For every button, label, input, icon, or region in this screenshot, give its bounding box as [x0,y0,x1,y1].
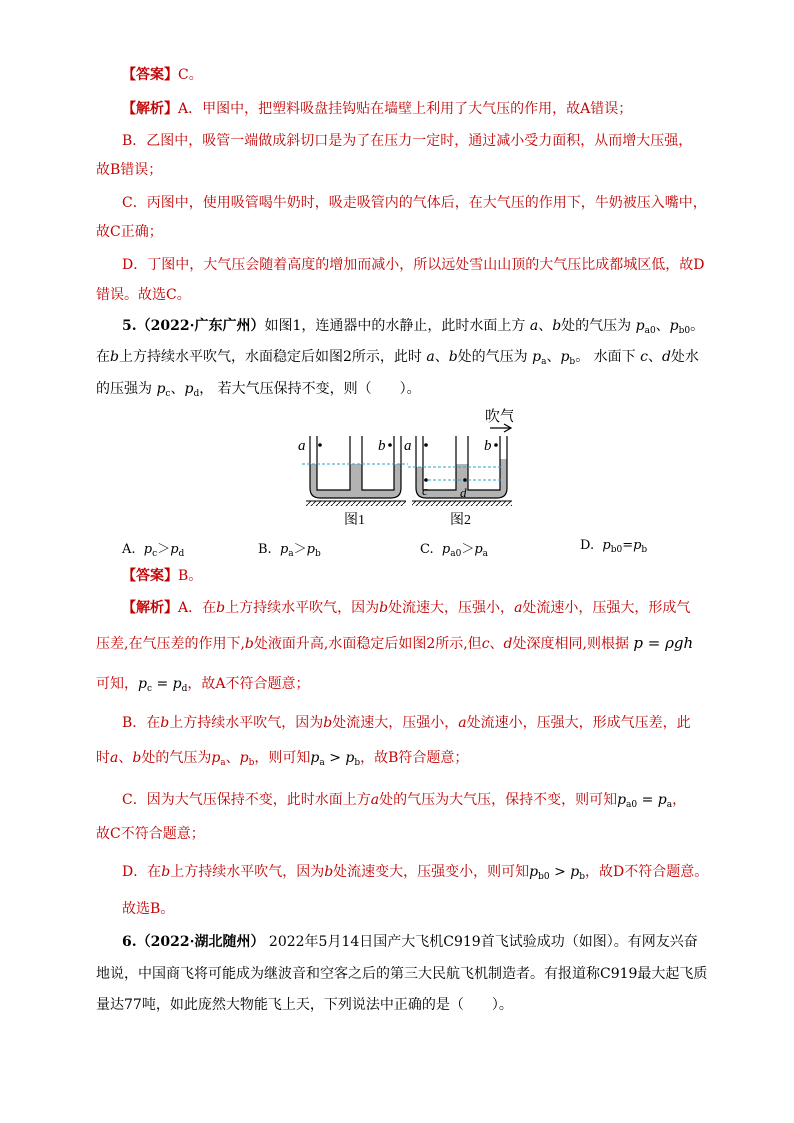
subscript: b [641,545,648,555]
var: b [161,864,171,880]
operator: ＞ [157,542,171,557]
option-letter: A. [122,542,136,557]
figure-2 [404,407,513,528]
answer-tag: 【答案】 [122,568,178,584]
analysis-text: 上方持续水平吹气，因为 [225,600,380,616]
analysis-text: C．因为大气压保持不变，此时水面上方 [122,792,371,808]
question-5-line [96,347,699,372]
var: p [310,750,320,766]
operator: = [637,792,658,808]
var: p [306,542,315,557]
var: a [110,750,119,766]
question-text: 在 [96,349,110,365]
analysis-text: ，故A不符合题意； [187,676,310,692]
question-text: ， [199,381,214,397]
var: p [617,792,627,808]
var: c [640,349,648,365]
subscript: b [248,758,255,768]
figure-label-a: a [404,438,412,454]
var: a [370,792,380,808]
question-source: （2022·湖北随州） [136,934,265,950]
subscript: c [165,389,171,399]
analysis-line: 故选B。 [122,901,175,917]
answer-value: C。 [178,67,203,83]
question-5-line [96,379,421,404]
var: a [458,715,467,731]
analysis-text: ，故B符合题意； [360,750,469,766]
answer-line [122,566,202,586]
analysis-tag: 【解析】 [122,101,178,117]
analysis-text: B．在 [122,715,161,731]
subscript: a0 [626,800,638,810]
question-text: 、 [170,381,185,397]
option-letter: D. [580,538,595,553]
analysis-text: ， [672,792,687,808]
analysis-text: 处的气压为 [141,750,212,766]
var: p [143,542,153,557]
question-number: 5. [122,318,137,334]
analysis-line: B．乙图中，吸管一端做成斜切口是为了在压力一定时，通过减小受力面积，从而增大压强， [122,133,693,149]
analysis-line [96,748,468,773]
option-d[interactable] [580,538,647,555]
subscript: a0 [450,549,462,559]
question-text: 、 [647,349,662,365]
var: d [503,636,513,652]
figure-svg [298,404,513,530]
figure-caption-2: 图2 [450,513,471,528]
figure-blow-label: 吹气 [485,407,513,425]
var: p [345,750,355,766]
option-a[interactable] [122,538,184,559]
subscript: a [220,758,226,768]
question-text: 处水 [670,349,699,365]
var: p [560,349,570,365]
var: p [669,318,679,334]
analysis-text: 处流速小，压强大，形成气压差，此 [466,715,691,731]
var: p [184,381,194,397]
question-5-line [122,316,704,341]
question-6-line [122,932,698,952]
analysis-text: D．在 [122,864,162,880]
question-text: 如图1，连通器中的水静止，此时水面上方 [264,318,526,334]
var: b [160,715,170,731]
figure-label-c: c [422,483,428,498]
option-b[interactable] [258,538,321,559]
var: p [172,676,182,692]
operator: = [622,538,634,553]
var: b [110,349,119,365]
analysis-text: 压差,在气压差的作用下, [96,636,245,652]
var: b [244,636,254,652]
answer-value: B。 [178,568,203,584]
formula: p = ρgh [633,634,694,652]
question-text: 处的气压为 [457,349,528,365]
question-source: （2022·广东广州） [136,318,265,334]
subscript: b [315,549,321,559]
var: a [514,600,523,616]
var: b [552,318,562,334]
question-6-line: 地说，中国商飞将可能成为继波音和空客之后的第三大民航飞机制造者。有报道称C919最大起飞质 [96,966,708,982]
analysis-text: 处深度相同,则根据 [512,636,629,652]
question-text: 、 [655,318,670,334]
subscript: d [178,549,185,559]
analysis-line [122,598,690,618]
analysis-text: 上方持续水平吹气，因为 [169,715,324,731]
figure-label-d: d [460,485,467,500]
subscript: b [354,758,361,768]
analysis-text: ，故D不符合题意。 [585,864,709,880]
question-text: 2022年5月14日国产大飞机C919首飞试验成功（如图）。有网友兴奋 [268,934,698,950]
question-text: 上方持续水平吹气，水面稳定后如图2所示，此时 [118,349,422,365]
question-text: 处的气压为 [561,318,632,334]
analysis-text: 、 [225,750,240,766]
analysis-line [122,99,632,119]
var: p [529,864,539,880]
var: a [426,349,435,365]
analysis-line [122,713,691,733]
figure-label-b: b [378,438,386,454]
operator: ＞ [461,542,475,557]
var: p [170,542,179,557]
var: p [138,676,147,692]
answer-tag: 【答案】 [122,67,178,83]
var: p [657,792,667,808]
var: b [379,600,389,616]
analysis-text: 可知， [96,676,138,692]
analysis-text: A．甲图中，把塑料吸盘挂钩贴在墙壁上利用了大气压的作用，故A错误； [178,101,633,117]
option-letter: B. [258,542,272,557]
answer-line [122,65,203,85]
var: p [279,542,289,557]
analysis-line [122,790,686,815]
analysis-text: 上方持续水平吹气，因为 [170,864,325,880]
var: p [635,318,645,334]
var: p [602,538,611,553]
analysis-line: C．丙图中，使用吸管喝牛奶时，吸走吸管内的气体后，在大气压的作用下，牛奶被压入嘴中， [122,195,707,211]
question-number: 6. [122,934,137,950]
question-text: 水面下 [593,349,636,365]
subscript: d [193,389,200,399]
water-fill-1 [310,464,401,498]
analysis-text: ，则可知 [254,750,311,766]
var: p [211,750,221,766]
analysis-text: A．在 [178,600,217,616]
question-text: 。 [690,318,705,334]
var: a [529,318,539,334]
question-text: 、 [538,318,553,334]
subscript: a [666,800,673,810]
analysis-text: 处的气压为大气压，保持不变，则可知 [379,792,618,808]
figure-label-b: b [484,438,492,454]
var: d [661,349,671,365]
var: b [132,750,142,766]
question-text: 、 [546,349,561,365]
var: p [532,349,542,365]
operator: > [549,864,571,880]
subscript: a [288,549,294,559]
analysis-line [96,674,310,699]
analysis-text: 时 [96,750,110,766]
operator: ＞ [293,542,307,557]
var: b [324,864,334,880]
var: c [481,636,490,652]
subscript: a [482,549,489,559]
analysis-tag: 【解析】 [122,600,178,616]
analysis-text: 处流速大，压强小， [388,600,515,616]
analysis-line: 故C不符合题意； [96,826,205,842]
question-text: 若大气压保持不变，则（ ）。 [217,381,421,397]
var: p [441,542,451,557]
analysis-text: 、 [118,750,133,766]
subscript: b [569,357,576,367]
var: p [570,864,580,880]
var: p [474,542,483,557]
analysis-text: 处流速变大，压强变小，则可知 [333,864,530,880]
subscript: d [181,684,188,694]
question-text: 的压强为 [96,381,152,397]
operator: = [152,676,173,692]
subscript: b [579,872,586,882]
var: p [239,750,249,766]
connected-vessel-figure [298,404,513,530]
analysis-line: 故B错误； [96,162,163,178]
option-c[interactable] [420,538,488,559]
analysis-text: 处流速小，压强大，形成气 [522,600,691,616]
var: b [323,715,333,731]
var: p [156,381,166,397]
question-text: 。 [575,349,590,365]
analysis-line: 错误。故选C。 [96,287,191,303]
analysis-text: 、 [489,636,504,652]
question-6-line: 量达77吨，如此庞然大物能飞上天，下列说法中正确的是（ ）。 [96,997,513,1013]
subscript: a [319,758,325,768]
analysis-line: 故C正确； [96,224,163,240]
option-letter: C. [420,542,434,557]
figure-label-a: a [298,438,306,454]
var: p [633,538,642,553]
subscript: b0 [538,872,550,882]
var: b [216,600,226,616]
analysis-text: 处流速大，压强小， [332,715,459,731]
analysis-line: D．丁图中，大气压会随着高度的增加而减小，所以远处雪山山顶的大气压比成都城区低，故D [122,257,705,273]
operator: > [324,750,346,766]
analysis-line [96,633,693,654]
subscript: c [146,684,153,694]
analysis-line [122,862,708,887]
subscript: a [541,357,547,367]
figure-caption-1: 图1 [344,513,365,528]
analysis-text: 处液面升高,水面稳定后如图2所示,但 [253,636,482,652]
var: b [448,349,458,365]
figure-1 [298,436,408,528]
subscript: c [152,549,158,559]
question-text: 、 [434,349,449,365]
subscript: b0 [610,545,623,555]
subscript: b0 [678,326,691,336]
subscript: a0 [644,326,656,336]
